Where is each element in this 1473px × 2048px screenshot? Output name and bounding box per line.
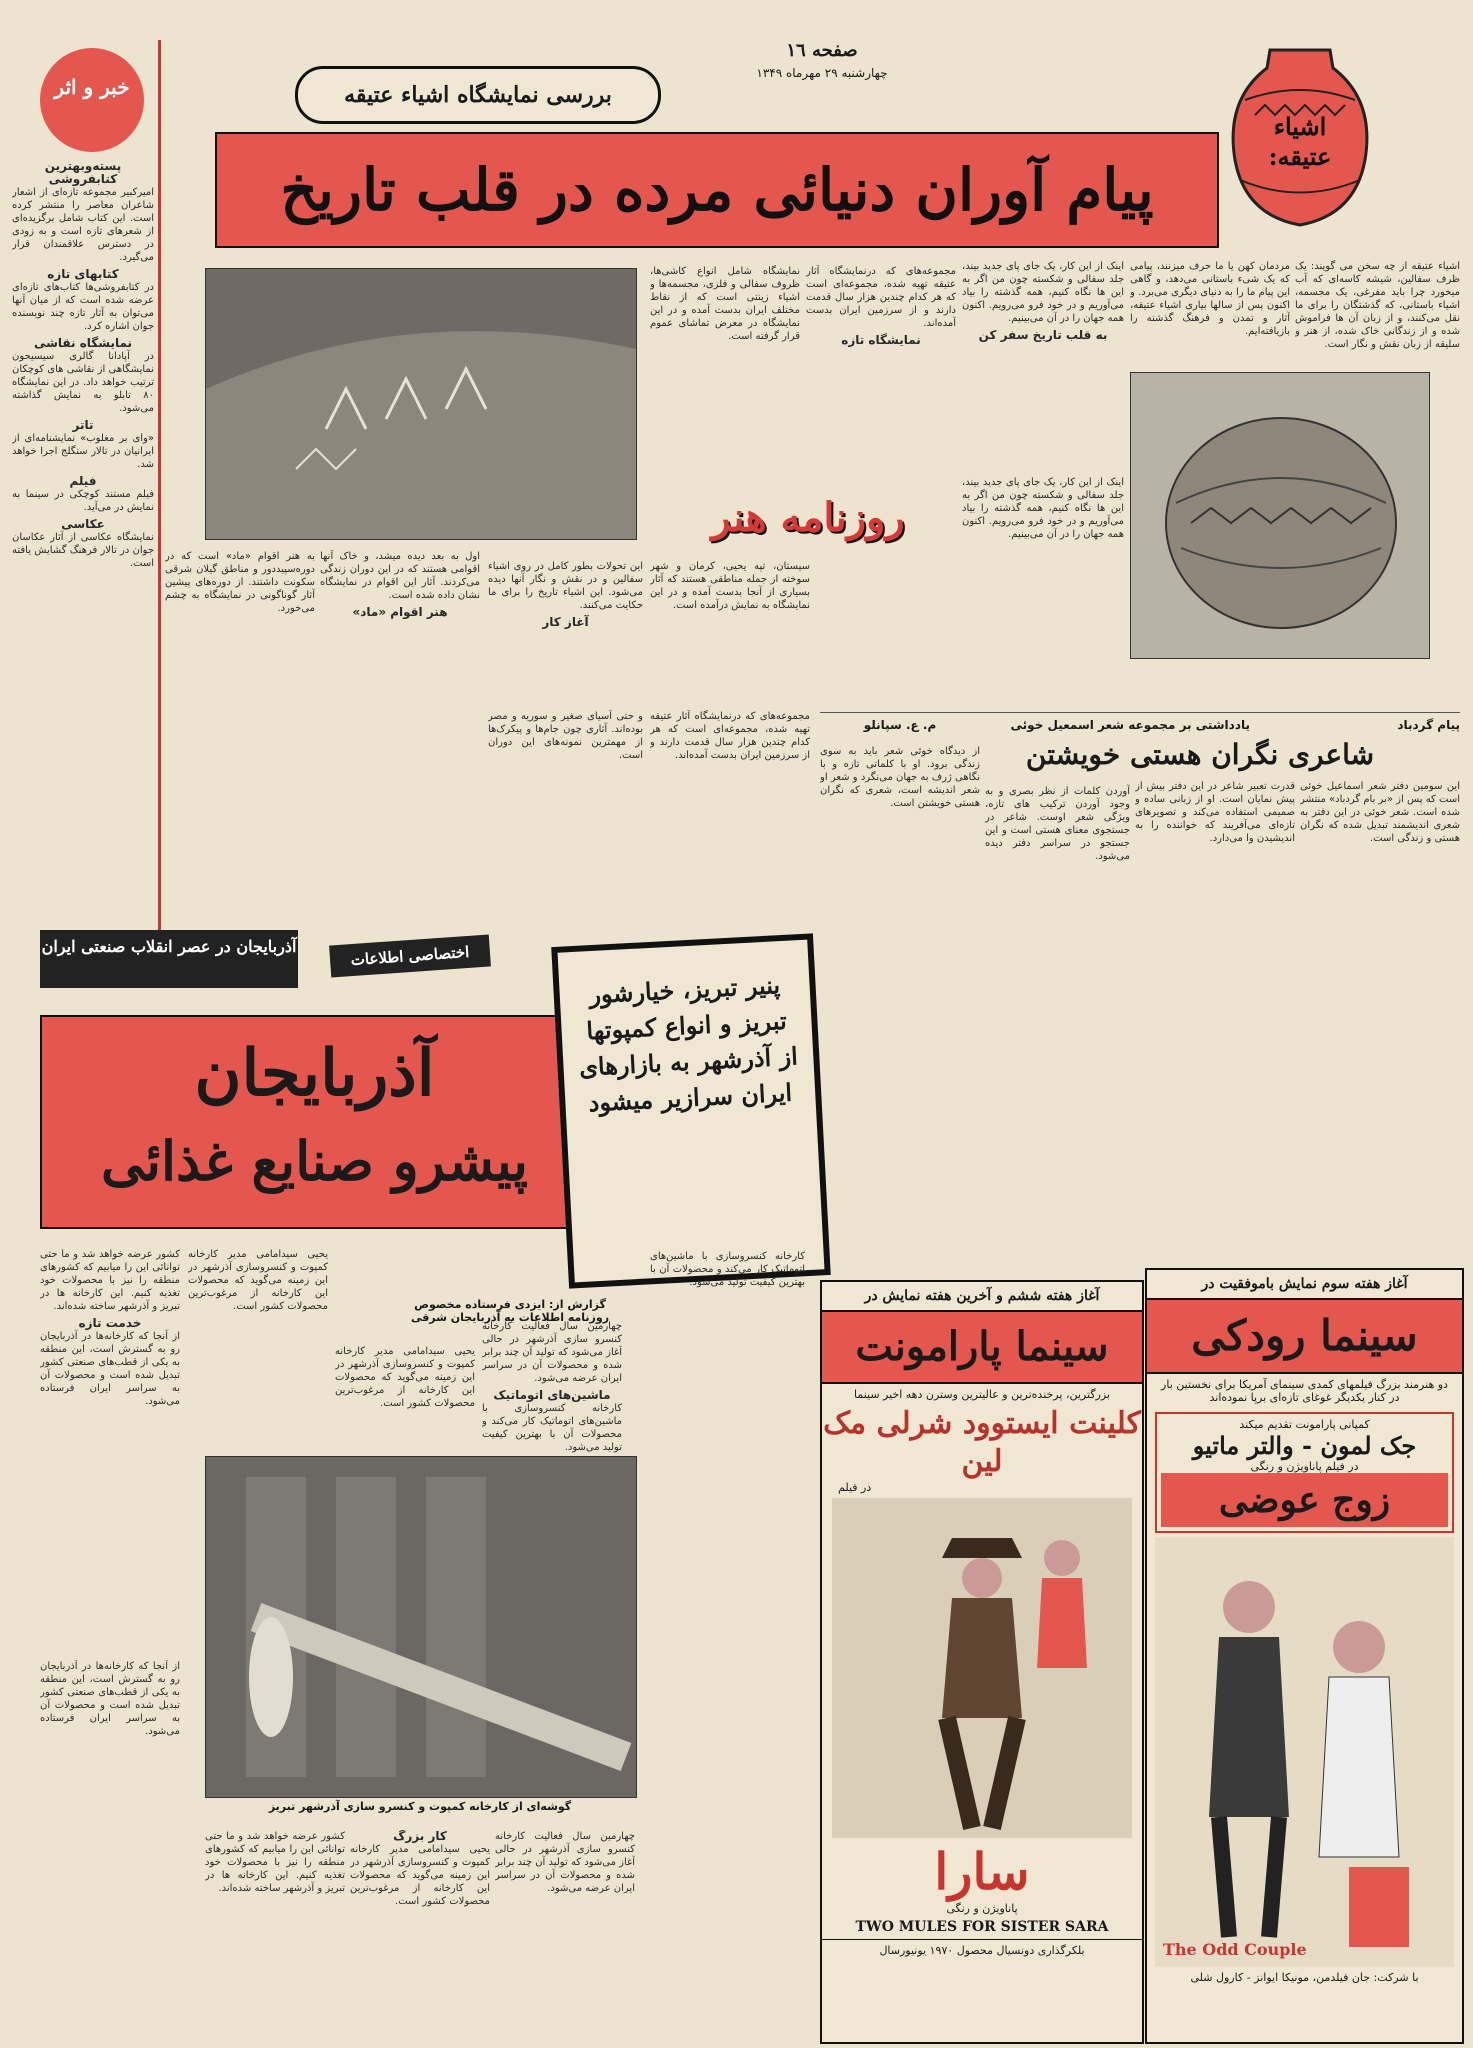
tabriz-stamp-text: پنیر تبریز، خیارشور تبریز و انواع کمپوتها از آذرشهر به بازارهای ایران سرازیر میشود [578, 970, 799, 1118]
antiques-sub-new: نمایشگاه تازه [841, 333, 921, 347]
azerbaijan-bottom-col2: کشور عرضه خواهد شد و ما حتی توانائی این را میابیم که کشورهای منطقه را نیز با محصولات خود تغذیه کنیم. این کارخانه ها در تبریز و آذرشهر ساخته شده‌اند. [205, 1831, 345, 1894]
rudaki-tagline: دو هنرمند بزرگ فیلمهای کمدی سینمای آمریکا برای نخستین بار در کنار یکدیگر غوغای تازه‌ای برپا نموده‌اند [1161, 1378, 1448, 1404]
azerbaijan-col4-text: چهارمین سال فعالیت کارخانه کنسرو سازی آذرشهر در حالی آغاز می‌شود که تولید آن چند برابر شده و محصولات آن در سراسر ایران عرضه می‌شود. [482, 1321, 622, 1384]
left-text4: «وای بر مغلوب» نمایشنامه‌ای از ایرانیان در تالار سنگلج اجرا خواهد شد. [12, 433, 154, 470]
main-headline-box [215, 132, 1219, 248]
antiques-sub-start: آغاز کار [542, 615, 589, 629]
ruznameh-logo-text: روزنامه هنر [711, 494, 905, 541]
page-number: صفحه ١٦ [786, 40, 858, 61]
paramount-poster-art [832, 1498, 1132, 1838]
rudaki-title-en: The Odd Couple [1163, 1940, 1307, 1959]
left-news-column [12, 160, 154, 930]
antiques-bottom-col2 [320, 550, 480, 880]
azerbaijan-col5-text: کارخانه کنسروسازی با ماشین‌های اتوماتیک کار می‌کند و محصولات آن با بهترین کیفیت تولید می‌شود. [482, 1403, 622, 1453]
antique-vase-illustration [1225, 40, 1375, 230]
azerbaijan-tag2-text: اختصاصی اطلاعات [350, 942, 470, 970]
tabriz-stamp [551, 933, 831, 1288]
ruznameh-logo [662, 478, 954, 558]
odd-couple-icon [1159, 1537, 1454, 1967]
left-title-book: پسته‌و‌بهترین کتابفروشی [44, 160, 122, 186]
azerbaijan-bottom-col3 [350, 1830, 490, 2040]
antiques-sub-mede: هنر اقوام «ماد» [352, 605, 448, 619]
rudaki-cast: با شرکت: جان فیلدمن، مونیکا ایوانز - کارول شلی [1190, 1971, 1419, 1984]
pottery-icon [1131, 373, 1429, 658]
antiques-col3-text: اینک از این کار، یک جای پای جدید بیند، جلد سفالی و شکسته چون من اگر به این ها نگاه کنیم، همه گذشته را بیاد می‌آوریم و در خود فرو می‌رویم. اکنون همه جهان را در آن می‌بینیم. [962, 261, 1124, 324]
main-headline: پیام آوران دنیائی مرده در قلب تاریخ [280, 156, 1154, 224]
paramount-banner: آغاز هفته ششم و آخرین هفته نمایش در [822, 1282, 1142, 1312]
paramount-cinema: سینما پارامونت [822, 1312, 1142, 1384]
left-text2: در کتابفروشی‌ها کتاب‌های تازه‌ای عرضه شده است که از میان آنها می‌توان به آثار تازه چند نویسنده جوان اشاره کرد. [12, 282, 154, 332]
azerbaijan-sub-machines: ماشین‌های اتوماتیک [493, 1388, 611, 1402]
paramount-distributor: بلکرگذاری دونسیال محصول ۱۹۷۰ یونیورسال [822, 1939, 1142, 1957]
paramount-title-en: TWO MULES FOR SISTER SARA [855, 1919, 1109, 1935]
antiques-bottom-col4-text: این تحولات بطور کامل در روی اشیاء سفالین و در نقش و نگار آنها دیده می‌شود. این اشیاء تاریخ را برای ما حکایت می‌کنند. [488, 561, 643, 611]
cowboy-icon [832, 1498, 1132, 1838]
azerbaijan-tag1-text: آذربایجان در عصر انقلاب صنعتی ایران [41, 937, 297, 956]
rudaki-ad[interactable] [1145, 1268, 1464, 2044]
left-sub-film: فیلم [69, 474, 97, 488]
antiques-col5: نمایشگاه شامل انواع کاشی‌ها، ظروف سفالی و فلزی، مجسمه‌ها و اشیاء زینتی است که از نقاط مختلف ایران بدست آمده و در این نمایشگاه در معرض تماشای عموم قرار گرفته است. [650, 266, 800, 342]
pottery-photo [1130, 372, 1430, 659]
azerbaijan-col3b: یحیی سیدامامی مدیر کارخانه کمپوت و کنسروسازی آذرشهر در این زمینه می‌گوید که محصولات این کارخانه از مرغوب‌ترین محصولات کشور است. [335, 1346, 475, 1409]
rudaki-title-fa: زوج عوضی [1161, 1473, 1448, 1527]
azerbaijan-headline1: آذربایجان [194, 1036, 435, 1111]
poetry-kicker-left: یادداشتی بر مجموعه شعر اسمعیل خوئی [1010, 718, 1250, 732]
azerbaijan-col1 [40, 1248, 180, 1648]
azerbaijan-tag2 [329, 934, 491, 977]
antiques-col4-text: مجموعه‌های که درنمایشگاه آثار عتیقه تهیه شده، مجموعه‌ای است که هر کدام چندین هزار سال قدمت دارند و از سرزمین ایران بدست آمده‌اند. [806, 266, 956, 329]
factory-icon [206, 1457, 636, 1797]
poetry-byline: م. ع. سپانلو [863, 718, 937, 732]
poetry-col2: قدرت تعبیر شاعر در این دفتر بیش از پیش نمایان است. او از زبانی ساده و صمیمی استفاده می‌کند و تصویرهای تازه‌ای می‌آفریند که خواننده را به اندیشیدن وا می‌دارد. [1135, 781, 1295, 844]
poetry-col4: از دیدگاه خوئی شعر باید به سوی زندگی برود. او با کلماتی تازه و با نگاهی ژرف به جهان می‌نگرد و شعر او شعر اندیشه است، شعری که نگران هستی خویشتن است. [820, 746, 980, 809]
rudaki-poster-art [1155, 1537, 1454, 1967]
azerbaijan-bottom-col4: چهارمین سال فعالیت کارخانه کنسرو سازی آذرشهر در حالی آغاز می‌شود که تولید آن چند برابر شده و محصولات آن در سراسر ایران عرضه می‌شود. [495, 1831, 635, 1894]
azerbaijan-bottom-col3-text: یحیی سیدامامی مدیر کارخانه کمپوت و کنسروسازی آذرشهر در این زمینه می‌گوید که محصولات این کارخانه از مرغوب‌ترین محصولات کشور است. [350, 1844, 490, 1907]
antiques-more: اینک از این کار، یک جای پای جدید بیند، جلد سفالی و شکسته چون من اگر به این ها نگاه کنیم، همه گذشته را بیاد می‌آوریم و در خود فرو می‌رویم. اکنون همه جهان را در آن می‌بینیم. [962, 477, 1124, 540]
vase-text: اشیاء عتیقه: [1268, 112, 1332, 171]
antiques-col1: اشیاء عتیقه از چه سخن می گویند: یک ظرف سفالین، شیشه کاسه‌ای که آب میخورد چرا باید مفرغی، یک مجسمه، اشیاء باستانی، که گذشتگان را برای ما نقل می‌کنند، و از زبان آن ها فراموش شده و از زندگانی خاک شده، از هنر و سلیقه از زبان نقش و نگار است. [1295, 261, 1460, 350]
antiques-col4 [806, 265, 956, 470]
khabar-badge-text: خبر و اثر [54, 75, 130, 99]
antiques-bottom-col2-text: اول به بعد دیده میشد، و خاک آنها اقوامی هستند که در این دوران زندگی می‌کردند. آثار این اقوام در نمایشگاه نشان داده شده است. [320, 551, 480, 601]
azerbaijan-sub-service: خدمت تازه [78, 1316, 142, 1330]
left-text6: نمایشگاه عکاسی از آثار عکاسان جوان در تالار فرهنگ گشایش یافته است. [12, 532, 154, 569]
left-sub-cinema: عکاسی [61, 517, 105, 531]
factory-photo [205, 1456, 637, 1798]
poetry-title: شاعری نگران هستی خویشتن [1025, 738, 1375, 771]
paramount-stars: کلینت ایستوود شرلی مک لین [823, 1406, 1141, 1479]
left-sub-painting: نمایشگاه نقاشی [33, 336, 133, 350]
azerbaijan-right-col: کارخانه کنسروسازی با ماشین‌های اتوماتیک کار می‌کند و محصولات آن با بهترین کیفیت تولید می‌شود. [650, 1251, 805, 1288]
antiques-sub-heart: به قلب تاریخ سفر کن [978, 328, 1108, 342]
rock-carving-icon [206, 269, 636, 539]
factory-caption: گوشه‌ای از کارخانه کمپوت و کنسرو سازی آذرشهر تبریز [268, 1800, 572, 1813]
left-text1: امیرکبیر مجموعه تازه‌ای از اشعار شاعران معاصر را منتشر کرده است. این کتاب شامل برگزیده‌ای از شعرهای تازه است و به زودی در دسترس علاقمندان قرار می‌گیرد. [12, 187, 154, 263]
poetry-kicker-right: پیام گردباد [1397, 718, 1460, 732]
antiques-bottom-col3: و حتی آسیای صغیر و سوریه و مصر بوده‌اند. آثاری چون جام‌ها و پیکرک‌ها از مهمترین نمونه‌های این دوران است. [488, 711, 643, 761]
rock-carving-photo [205, 268, 637, 540]
paramount-ad[interactable] [820, 1280, 1144, 2044]
date-line: چهارشنبه ۲۹ مهرماه ۱۳۴۹ [756, 66, 888, 80]
poetry-col3: آوردن کلمات از نظر بصری و به وجود آوردن ترکیب های تازه، ویژگی شعر اوست. شاعر در جستجوی معنای هستی است و این جستجو در سراسر دفتر دیده می‌شود. [985, 786, 1130, 862]
azerbaijan-headline-box [40, 1015, 589, 1229]
azerbaijan-headline2: پیشرو صنایع غذائی [101, 1129, 528, 1193]
rudaki-company: کمپانی پارامونت تقدیم میکند [1239, 1418, 1370, 1431]
antiques-col3 [962, 260, 1124, 470]
paramount-in-film: در فیلم [838, 1481, 872, 1494]
antiques-bottom-col4 [488, 560, 643, 705]
left-text3: در آپادانا گالری سیسیحون نمایشگاهی از نقاشی های کوچکان ترتیب خواهد داد. در این نمایشگاه ۸۰ تابلو به نمایش گذاشته می‌شود. [12, 351, 154, 414]
antiques-bottom-col5b: مجموعه‌های که درنمایشگاه آثار عتیقه تهیه شده، مجموعه‌ای است که هر کدام چندین هزار سال قدمت دارند و از سرزمین ایران بدست آمده‌اند. [650, 711, 810, 761]
azerbaijan-tag1 [40, 930, 298, 988]
paramount-title-fa: سارا [934, 1842, 1030, 1901]
left-sub-new-books: کتابهای تازه [47, 267, 119, 281]
rudaki-cinema: سینما رودکی [1147, 1300, 1462, 1374]
exhibition-label: بررسی نمایشگاه اشیاء عتیقه [295, 66, 661, 124]
khabar-badge [40, 48, 144, 152]
poetry-col1: این سومین دفتر شعر اسماعیل خوئی است که پس از «بر بام گردباد» منتشر شده است. شعر خوئی در این دفتر به شعری اندیشمند تبدیل شده که نگران هستی و زندگی است. [1300, 781, 1460, 844]
left-sub-theater: تاتر [72, 418, 94, 432]
left-red-rule [158, 40, 161, 930]
azerbaijan-col3: یحیی سیدامامی مدیر کارخانه کمپوت و کنسروسازی آذرشهر در این زمینه می‌گوید که محصولات این کارخانه از مرغوب‌ترین محصولات کشور است. [188, 1249, 328, 1312]
antiques-bottom-col5: سیستان، تپه یحیی، کرمان و شهر سوخته از جمله مناطقی هستند که آثار بسیاری از آنجا بدست آمده و در این نمایشگاه به نمایش درآمده است. [650, 561, 810, 611]
left-text5: فیلم مستند کوچکی در سینما به نمایش در می‌آید. [12, 489, 154, 513]
azerbaijan-report: گزارش از: ایزدی فرستاده مخصوص روزنامه اطلاعات به آذربایجان شرقی [410, 1298, 610, 1324]
azerbaijan-col2-text: از آنجا که کارخانه‌ها در آذربایجان رو به گسترش است، این منطقه به یکی از قطب‌های صنعتی کشور تبدیل شده است و محصولات آن به سراسر ایران فرستاده می‌شود. [40, 1331, 180, 1407]
rudaki-stars: جک لمون - والتر ماتیو [1192, 1431, 1417, 1460]
antiques-col2: مردمان کهن یا ما حرف میزنند، پیامی که یک شیء باستانی می‌دهد، و گاهی این پیام ما را به دنیای دیگری می‌برد. و اکنون پس از سالها بیاری اشیاء عتیقه، آثار و تمدن و فرهنگ گذشته را بازیافته‌ایم. [1130, 261, 1290, 337]
rudaki-banner: آغاز هفته سوم نمایش باموفقیت در [1147, 1270, 1462, 1300]
azerbaijan-sub-big: کار بزرگ [393, 1830, 447, 1843]
rudaki-format: در فیلم پاناویژن و رنگی [1250, 1460, 1359, 1473]
azerbaijan-bottom-col1: از آنجا که کارخانه‌ها در آذربایجان رو به گسترش است، این منطقه به یکی از قطب‌های صنعتی کشور تبدیل شده است و محصولات آن به سراسر ایران فرستاده می‌شود. [40, 1661, 180, 1737]
paramount-tagline: بزرگترین، پرخنده‌ترین و عالیترین وسترن دهه اخیر سینما [853, 1388, 1110, 1401]
antiques-bottom-col1: به هنر اقوام «ماد» است که در دوره‌سپیددور و مناطق گیلان شرقی سکونت داشتند. از دوره‌های پیشین آثار گوناگونی در نمایشگاه به چشم می‌خورد. [165, 551, 315, 614]
azerbaijan-col1-text: کشور عرضه خواهد شد و ما حتی توانائی این را میابیم که کشورهای منطقه را نیز با محصولات خود تغذیه کنیم. این کارخانه ها در تبریز و آذرشهر ساخته شده‌اند. [40, 1249, 180, 1312]
paramount-format: پاناویژن و رنگی [946, 1902, 1018, 1915]
